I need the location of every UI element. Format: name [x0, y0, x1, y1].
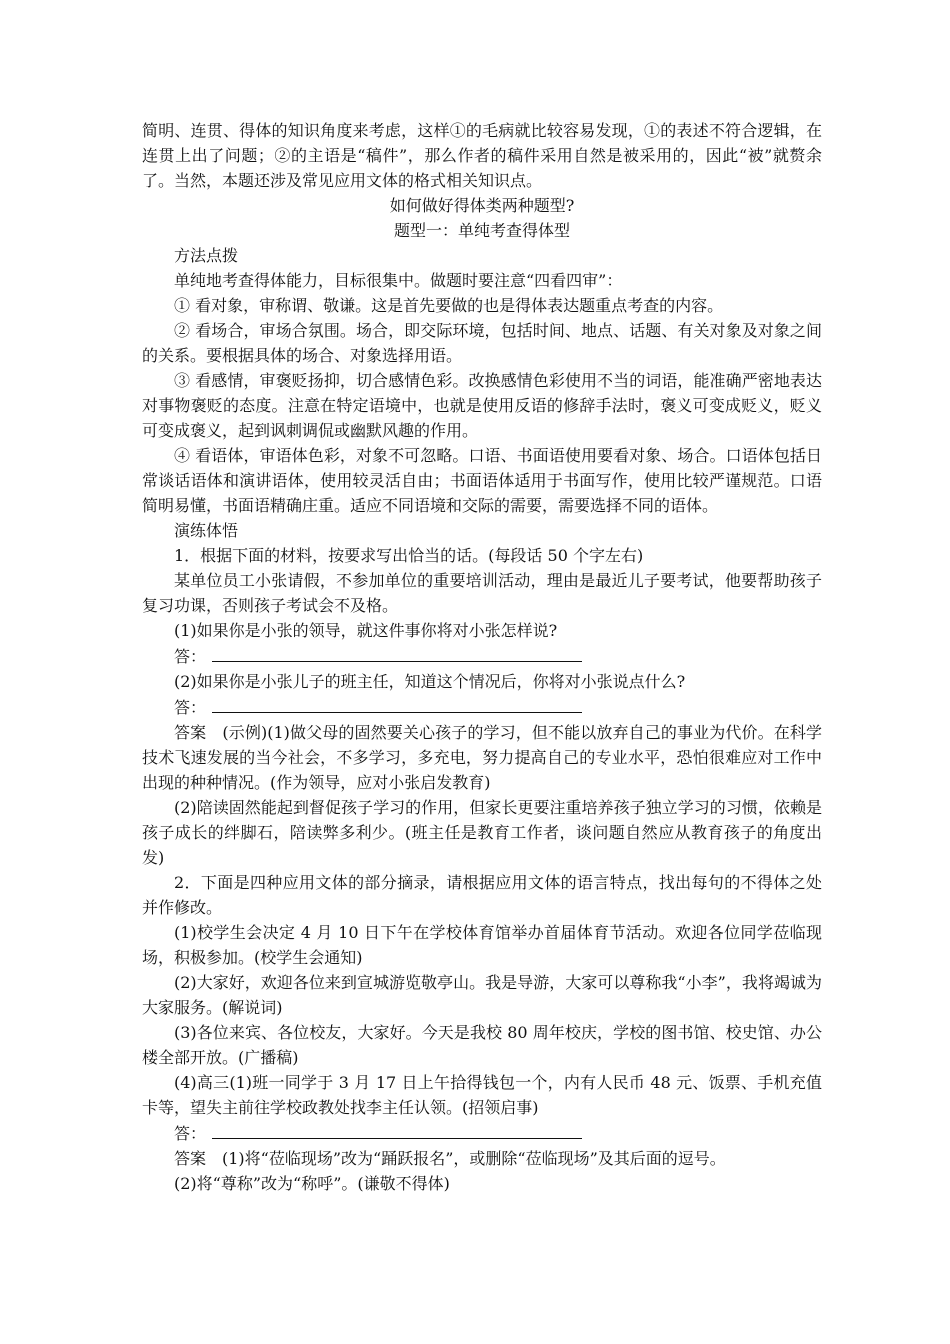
point-2: ② 看场合，审场合氛围。场合，即交际环境，包括时间、地点、话题、有关对象及对象之间的关系。要根据具体的场合、对象选择用语。	[142, 321, 822, 365]
answer-blank-3[interactable]	[212, 1120, 582, 1139]
question-1-part-1: (1)如果你是小张的领导，就这件事你将对小张怎样说?	[174, 621, 558, 640]
question-1-answer-2: (2)陪读固然能起到督促孩子学习的作用，但家长更要注重培养孩子独立学习的习惯，依赖是孩子成长的绊脚石，陪读弊多利少。(班主任是教育工作者，谈问题自然应从教育孩子的角度出发)	[142, 798, 822, 867]
question-2-item-4: (4)高三(1)班一同学于 3 月 17 日上午拾得钱包一个，内有人民币 48 元、饭票、手机充值卡等，望失主前往学校政教处找李主任认领。(招领启事)	[142, 1073, 822, 1117]
answer-label: 答：	[174, 1124, 207, 1143]
question-1-material: 某单位员工小张请假，不参加单位的重要培训活动，理由是最近儿子要考试，他要帮助孩子复习功课，否则孩子考试会不及格。	[142, 571, 822, 615]
document-body	[142, 118, 822, 1196]
method-intro: 单纯地考查得体能力，目标很集中。做题时要注意“四看四审”：	[174, 271, 623, 290]
point-4: ④ 看语体，审语体色彩，对象不可忽略。口语、书面语使用要看对象、场合。口语体包括日常谈话语体和演讲语体，使用较灵活自由；书面语体适用于书面写作，使用比较严谨规范。口语简明易懂，书面语精确庄重。适应不同语境和交际的需要，需要选择不同的语体。	[142, 446, 822, 515]
answer-line-2	[142, 694, 822, 720]
section-title: 如何做好得体类两种题型?	[389, 196, 575, 215]
question-2: 2．下面是四种应用文体的部分摘录，请根据应用文体的语言特点，找出每句的不得体之处并作修改。	[142, 873, 822, 917]
question-2-answer-2: (2)将“尊称”改为“称呼”。(谦敬不得体)	[174, 1174, 450, 1193]
question-2-item-1: (1)校学生会决定 4 月 10 日下午在学校体育馆举办首届体育节活动。欢迎各位同学莅临现场，积极参加。(校学生会通知)	[142, 923, 822, 967]
point-3: ③ 看感情，审褒贬扬抑，切合感情色彩。改换感情色彩使用不当的词语，能准确严密地表达对事物褒贬的态度。注意在特定语境中，也就是使用反语的修辞手法时，褒义可变成贬义，贬义可变成褒义，起到讽刺调侃或幽默风趣的作用。	[142, 371, 822, 440]
point-1: ① 看对象，审称谓、敬谦。这是首先要做的也是得体表达题重点考查的内容。	[174, 296, 724, 315]
question-1-answer-1: 答案 (示例)(1)做父母的固然要关心孩子的学习，但不能以放弃自己的事业为代价。在科学技术飞速发展的当今社会，不多学习，多充电，努力提高自己的专业水平，恐怕很难应对工作中出现的种种情况。(作为领导，应对小张启发教育)	[142, 723, 822, 792]
question-2-item-3: (3)各位来宾、各位校友，大家好。今天是我校 80 周年校庆，学校的图书馆、校史馆、办公楼全部开放。(广播稿)	[142, 1023, 822, 1067]
answer-blank-1[interactable]	[212, 643, 582, 662]
question-2-item-2: (2)大家好，欢迎各位来到宣城游览敬亭山。我是导游，大家可以尊称我“小李”，我将竭诚为大家服务。(解说词)	[142, 973, 822, 1017]
answer-label: 答：	[174, 698, 207, 717]
answer-line-3	[142, 1120, 822, 1146]
answer-label: 答：	[174, 647, 207, 666]
answer-line-1	[142, 643, 822, 669]
question-1-part-2: (2)如果你是小张儿子的班主任，知道这个情况后，你将对小张说点什么?	[174, 672, 686, 691]
intro-paragraph: 简明、连贯、得体的知识角度来考虑，这样①的毛病就比较容易发现，①的表述不符合逻辑，在连贯上出了问题；②的主语是“稿件”，那么作者的稿件采用自然是被采用的，因此“被”就赘余了。当然，本题还涉及常见应用文体的格式相关知识点。	[142, 121, 822, 190]
method-heading: 方法点拨	[174, 246, 239, 265]
question-1: 1．根据下面的材料，按要求写出恰当的话。(每段话 50 个字左右)	[174, 546, 644, 565]
question-2-answer-1: 答案 (1)将“莅临现场”改为“踊跃报名”，或删除“莅临现场”及其后面的逗号。	[174, 1149, 726, 1168]
section-subtitle: 题型一：单纯考查得体型	[393, 221, 570, 240]
practice-heading: 演练体悟	[174, 521, 239, 540]
answer-blank-2[interactable]	[212, 694, 582, 713]
